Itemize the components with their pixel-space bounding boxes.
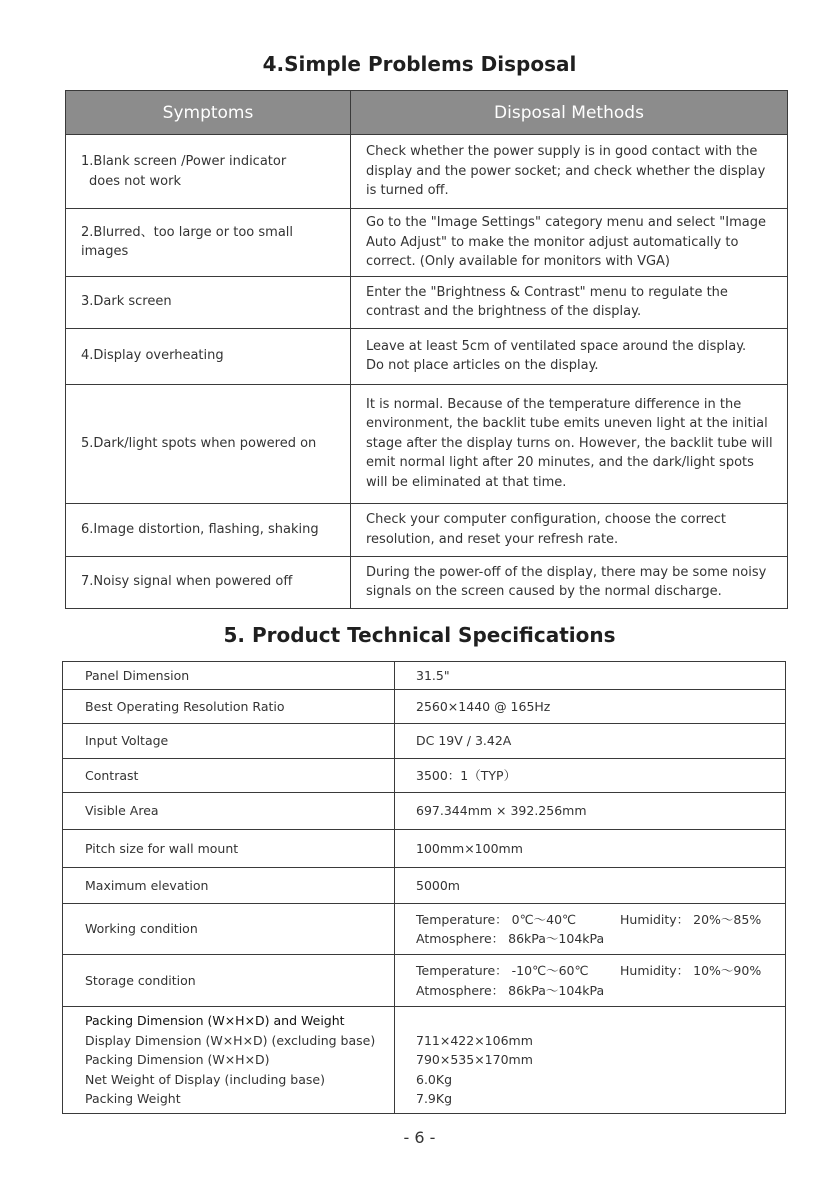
storage-atmosphere: Atmosphere： 86kPa～104kPa xyxy=(416,982,605,998)
packing-value: 6.0Kg xyxy=(416,1071,453,1087)
storage-humidity: Humidity： 10%～90% xyxy=(620,963,762,978)
working-temperature: Temperature： 0℃～40℃ xyxy=(416,911,577,927)
method-line: Auto Adjust" to make the monitor adjust automatically to xyxy=(366,234,739,250)
spec-label: Best Operating Resolution Ratio xyxy=(63,690,395,724)
spec-value xyxy=(395,904,786,955)
spec-value: 3500：1（TYP） xyxy=(395,759,786,793)
spec-value: DC 19V / 3.42A xyxy=(395,724,786,759)
method-cell xyxy=(351,328,788,384)
spec-label: Input Voltage xyxy=(63,724,395,759)
spec-value: 31.5" xyxy=(395,662,786,690)
spec-label: Visible Area xyxy=(63,793,395,830)
symptom-cell xyxy=(66,209,351,277)
spec-label: Panel Dimension xyxy=(63,662,395,690)
method-line: environment, the backlit tube emits uneven light at the initial xyxy=(366,416,768,432)
spec-label: Maximum elevation xyxy=(63,868,395,904)
table-header-row xyxy=(66,91,788,135)
packing-value-cell xyxy=(395,1007,786,1114)
symptom-cell xyxy=(66,384,351,503)
packing-label: Packing Weight xyxy=(85,1091,181,1106)
symptom-cell xyxy=(66,328,351,384)
method-line: Enter the "Brightness & Contrast" menu to regulate the xyxy=(366,284,728,300)
symptom-line: 4.Display overheating xyxy=(81,348,224,364)
packing-value: 790×535×170mm xyxy=(416,1052,533,1067)
symptom-line: 1.Blank screen /Power indicator xyxy=(81,154,287,169)
spec-row xyxy=(63,662,786,690)
symptoms-header: Symptoms xyxy=(66,91,351,135)
symptom-cell xyxy=(66,276,351,328)
method-line: contrast and the brightness of the display. xyxy=(366,304,642,319)
spec-value: 5000m xyxy=(395,868,786,904)
method-cell xyxy=(351,135,788,209)
symptom-cell xyxy=(66,135,351,209)
table-row xyxy=(66,503,788,556)
symptom-line: 2.Blurred、too large or too small images xyxy=(81,224,294,260)
symptom-line: 3.Dark screen xyxy=(81,294,172,310)
spec-label: Contrast xyxy=(63,759,395,793)
storage-temperature: Temperature： -10℃～60℃ xyxy=(416,963,589,978)
table-row xyxy=(66,276,788,328)
method-line: It is normal. Because of the temperature difference in the xyxy=(366,396,742,412)
method-cell xyxy=(351,276,788,328)
symptom-line: does not work xyxy=(89,173,181,189)
table-row xyxy=(66,209,788,277)
spec-value xyxy=(395,955,786,1007)
method-line: Do not place articles on the display. xyxy=(366,358,599,373)
specifications-table xyxy=(62,661,786,1114)
method-line: Leave at least 5cm of ventilated space around the display. xyxy=(366,338,747,354)
table-row xyxy=(66,135,788,209)
spec-value: 100mm×100mm xyxy=(395,830,786,868)
method-line: correct. (Only available for monitors with VGA) xyxy=(366,254,670,269)
spec-row xyxy=(63,955,786,1007)
method-line: stage after the display turns on. However, the backlit tube will xyxy=(366,435,773,451)
table-row xyxy=(66,328,788,384)
page-number: - 6 - xyxy=(403,1128,436,1147)
method-cell xyxy=(351,503,788,556)
method-line: During the power-off of the display, there may be some noisy xyxy=(366,564,767,580)
symptom-line: 6.Image distortion, flashing, shaking xyxy=(81,521,319,537)
spec-row xyxy=(63,759,786,793)
disposal-methods-header: Disposal Methods xyxy=(351,91,788,135)
method-line: display and the power socket; and check whether the display xyxy=(366,163,766,179)
method-line: Go to the "Image Settings" category menu and select "Image xyxy=(366,215,766,230)
spec-label: Pitch size for wall mount xyxy=(63,830,395,868)
spec-label: Working condition xyxy=(63,904,395,955)
spec-row xyxy=(63,904,786,955)
spec-row xyxy=(63,793,786,830)
spec-value: 697.344mm × 392.256mm xyxy=(395,793,786,830)
packing-label: Display Dimension (W×H×D) (excluding base) xyxy=(85,1032,376,1048)
packing-label: Packing Dimension (W×H×D) xyxy=(85,1052,270,1067)
method-line: will be eliminated at that time. xyxy=(366,474,567,490)
working-atmosphere: Atmosphere： 86kPa～104kPa xyxy=(416,931,605,946)
method-cell xyxy=(351,209,788,277)
packing-value: 7.9Kg xyxy=(416,1091,453,1106)
method-line: signals on the screen caused by the normal discharge. xyxy=(366,584,722,599)
method-line: resolution, and reset your refresh rate. xyxy=(366,531,619,547)
spec-row xyxy=(63,690,786,724)
method-line: emit normal light after 20 minutes, and the dark/light spots xyxy=(366,455,754,471)
symptom-line: 5.Dark/light spots when powered on xyxy=(81,435,317,451)
spec-row xyxy=(63,1007,786,1114)
table-row xyxy=(66,384,788,503)
spec-label: Storage condition xyxy=(63,955,395,1007)
section-4-title: 4.Simple Problems Disposal xyxy=(262,52,577,76)
troubleshooting-table xyxy=(65,90,788,609)
table-row xyxy=(66,556,788,608)
packing-header: Packing Dimension (W×H×D) and Weight xyxy=(85,1013,345,1028)
symptom-cell xyxy=(66,556,351,608)
spec-row xyxy=(63,724,786,759)
spec-row xyxy=(63,868,786,904)
method-line: is turned off. xyxy=(366,183,449,199)
packing-label: Net Weight of Display (including base) xyxy=(85,1071,325,1087)
method-cell xyxy=(351,556,788,608)
working-humidity: Humidity： 20%～85% xyxy=(620,911,762,927)
method-cell xyxy=(351,384,788,503)
method-line: Check whether the power supply is in good contact with the xyxy=(366,144,758,160)
symptom-cell xyxy=(66,503,351,556)
symptom-line: 7.Noisy signal when powered off xyxy=(81,574,293,590)
spec-value: 2560×1440 @ 165Hz xyxy=(395,690,786,724)
method-line: Check your computer configuration, choose the correct xyxy=(366,512,726,527)
spec-row xyxy=(63,830,786,868)
packing-label-cell xyxy=(63,1007,395,1114)
section-5-title: 5. Product Technical Specifications xyxy=(223,623,616,647)
packing-value: 711×422×106mm xyxy=(416,1032,533,1048)
